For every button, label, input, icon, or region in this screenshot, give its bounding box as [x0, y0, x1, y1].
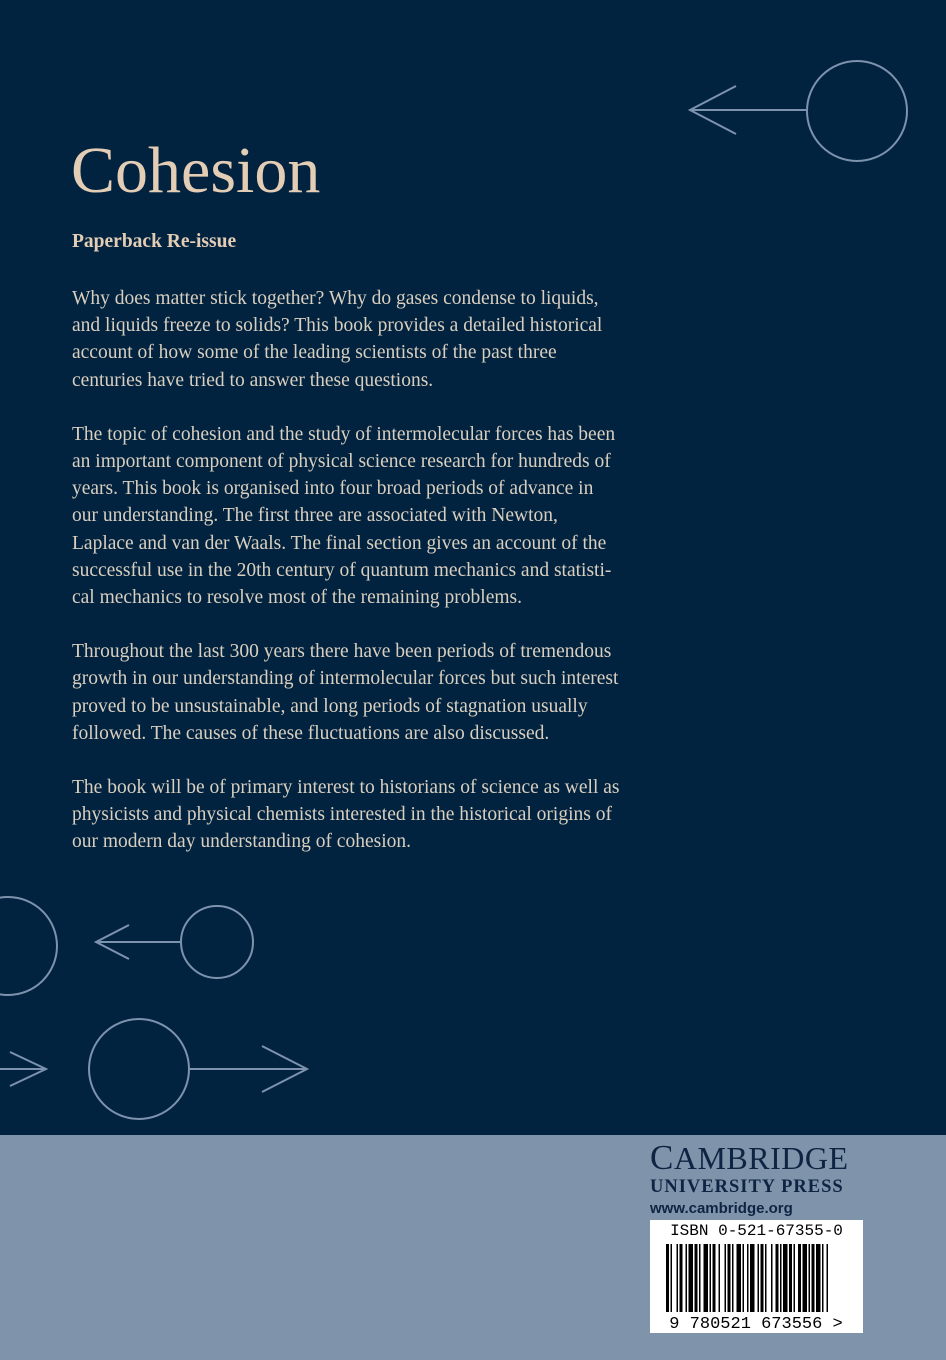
blurb-paragraph	[72, 421, 672, 611]
barcode-bar	[680, 1244, 683, 1312]
left-partial-circle-icon	[0, 897, 57, 995]
blurb-paragraph	[72, 285, 672, 394]
barcode-bar	[713, 1244, 716, 1312]
middle-circle-icon	[181, 906, 253, 978]
barcode-bar	[771, 1244, 773, 1312]
barcode-bar	[783, 1244, 788, 1312]
top-circle-icon	[807, 61, 907, 161]
barcode-bar	[728, 1244, 731, 1312]
blurb-line: years. This book is organised into four broad periods of advance in	[72, 478, 594, 500]
barcode-bar	[725, 1244, 727, 1312]
barcode-bar	[750, 1244, 755, 1312]
barcode-bar	[671, 1244, 673, 1312]
blurb-line: growth in our understanding of intermolecular forces but such interest	[72, 668, 619, 690]
barcode-bar	[737, 1244, 742, 1312]
barcode-bar	[803, 1244, 808, 1312]
top-arrow-left-icon	[690, 86, 806, 134]
publisher-subname: UNIVERSITY PRESS	[650, 1177, 844, 1197]
barcode-bar	[677, 1244, 679, 1312]
blurb-line: Throughout the last 300 years there have been periods of tremendous	[72, 641, 612, 663]
blurb-line: followed. The causes of these fluctuations are also discussed.	[72, 722, 550, 744]
barcode-bar	[695, 1244, 698, 1312]
barcode-bar	[699, 1244, 701, 1312]
barcode-bar	[765, 1244, 767, 1312]
blurb-line: successful use in the 20th century of quantum mechanics and statisti-	[72, 559, 612, 581]
barcode-bar	[789, 1244, 792, 1312]
barcode-bar	[776, 1244, 779, 1312]
isbn-label: ISBN 0-521-67355-0	[670, 1222, 843, 1240]
barcode-bar	[689, 1244, 694, 1312]
blurb-line: and liquids freeze to solids? This book provides a detailed historical	[72, 315, 603, 337]
barcode-bar	[816, 1244, 821, 1312]
blurb-line: our modern day understanding of cohesion.	[72, 831, 412, 853]
blurb-line: our understanding. The first three are associated with Newton,	[72, 505, 558, 527]
barcode-bar	[686, 1244, 688, 1312]
barcode-bars	[650, 1220, 863, 1333]
blurb-line: physicists and physical chemists interested in the historical origins of	[72, 804, 612, 826]
book-title: Cohesion	[71, 134, 321, 207]
barcode-bar	[761, 1244, 764, 1312]
blurb-text	[72, 285, 672, 883]
bottom-arrow-right-icon	[0, 1052, 46, 1086]
barcode-bar	[758, 1244, 760, 1312]
barcode-bar	[747, 1244, 749, 1312]
blurb-line: an important component of physical science research for hundreds of	[72, 451, 611, 473]
barcode-bar	[822, 1244, 824, 1312]
blurb-line: The topic of cohesion and the study of intermolecular forces has been	[72, 423, 616, 445]
blurb-line: proved to be unsustainable, and long periods of stagnation usually	[72, 695, 588, 717]
barcode-bar	[732, 1244, 734, 1312]
isbn-barcode	[650, 1220, 863, 1333]
blurb-paragraph	[72, 774, 672, 856]
barcode-bar	[809, 1244, 811, 1312]
barcode-bar	[710, 1244, 712, 1312]
publisher-name: CAMBRIDGE	[650, 1138, 849, 1177]
blurb-line: cal mechanics to resolve most of the remaining problems.	[72, 587, 522, 609]
bottom-circle-icon	[89, 1019, 189, 1119]
middle-arrow-left-icon	[96, 925, 181, 959]
blurb-line: The book will be of primary interest to historians of science as well as	[72, 777, 620, 799]
blurb-line: account of how some of the leading scientists of the past three	[72, 342, 557, 364]
edition-subtitle: Paperback Re-issue	[72, 231, 237, 252]
blurb-line: centuries have tried to answer these questions.	[72, 369, 434, 391]
publisher-logo	[650, 1140, 870, 1217]
barcode-bar	[827, 1244, 829, 1312]
bottom-long-arrow-right-icon	[189, 1046, 307, 1092]
barcode-bar	[798, 1244, 801, 1312]
publisher-url: www.cambridge.org	[650, 1200, 793, 1217]
barcode-bar	[704, 1244, 709, 1312]
barcode-bar	[794, 1244, 796, 1312]
blurb-paragraph	[72, 638, 672, 747]
barcode-bar	[812, 1244, 815, 1312]
barcode-digits: 9 780521 673556 >	[669, 1315, 843, 1333]
barcode-bar	[780, 1244, 782, 1312]
blurb-line: Why does matter stick together? Why do gases condense to liquids,	[72, 288, 599, 309]
barcode-bar	[719, 1244, 721, 1312]
barcode-bar	[666, 1244, 669, 1312]
blurb-line: Laplace and van der Waals. The final section gives an account of the	[72, 532, 607, 554]
barcode-bar	[743, 1244, 745, 1312]
